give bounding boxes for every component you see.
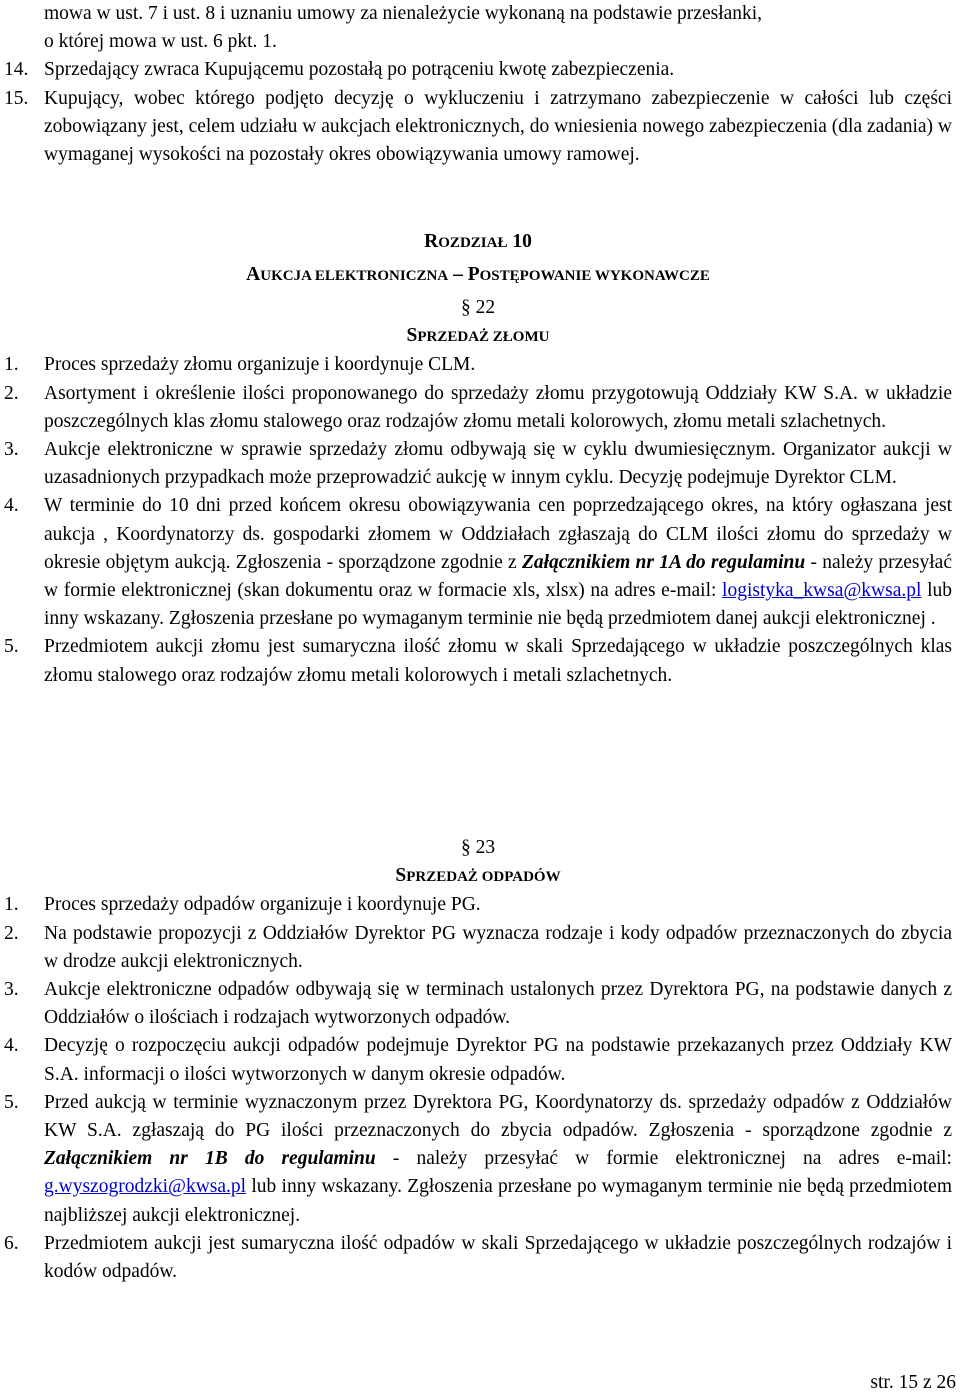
list-item-text: Na podstawie propozycji z Oddziałów Dyrektor PG wyznacza rodzaje i kody odpadów przeznaczonych do zbycia w drodze aukcji elektronicznych. [44, 922, 952, 972]
list-item [0, 976, 956, 1032]
list-item-text: Sprzedający zwraca Kupującemu pozostałą po potrąceniu kwotę zabezpieczenia. [44, 59, 675, 81]
list-item [0, 380, 956, 436]
list-item-text: Asortyment i określenie ilości proponowanego do sprzedaży złomu przygotowują Oddziały KW S.A. w układzie poszczególnych klas złomu stalowego oraz rodzajów złomu metali kolorowych, złomu metali szlachetnych. [44, 382, 952, 432]
list-item-number: 5. [4, 1091, 19, 1113]
list-item [0, 1230, 956, 1286]
attachment-reference: Załącznikiem nr 1A do regulaminu [521, 551, 806, 573]
list-item-text: Przed aukcją w terminie wyznaczonym przez Dyrektora PG, Koordynatorzy ds. sprzedaży odpadów z Oddziałów KW S.A. zgłaszają do PG ilości przeznaczonych do zbycia odpadów. Zgłoszenia - sporządzone zgodnie z [44, 1091, 952, 1142]
list-item-text: Przedmiotem aukcji jest sumaryczna ilość odpadów w skali Sprzedającego w układzie poszczególnych rodzajów i kodów odpadów. [44, 1232, 952, 1283]
list-item-number: 5. [4, 636, 19, 658]
list-item-number: 15. [4, 87, 29, 109]
list-item-text: Aukcje elektroniczne w sprawie sprzedaży złomu odbywają się w cyklu dwumiesięcznym. Organizator aukcji w uzasadnionych przypadkach może przeprowadzić aukcję w innym cyklu. Decyzję podejmuje Dyrektor CLM. [44, 439, 952, 489]
list-item-text: Aukcje elektroniczne odpadów odbywają się w terminach ustalonych przez Dyrektora PG, na podstawie danych z Oddziałów o ilościach i rodzajach wytworzonych odpadów. [44, 979, 952, 1029]
list-item [0, 1089, 956, 1230]
chapter-subtitle: AUKCJA ELEKTRONICZNA – POSTĘPOWANIE WYKONAWCZE [246, 264, 710, 286]
continuation-line-2: o której mowa w ust. 6 pkt. 1. [44, 31, 277, 53]
section-22 [0, 294, 956, 690]
chapter-heading [0, 228, 956, 290]
list-item-text: Przedmiotem aukcji złomu jest sumaryczna ilość złomu w skali Sprzedającego w układzie poszczególnych klas złomu stalowego oraz rodzajów złomu metali kolorowych i metali szlachetnych. [44, 636, 952, 686]
attachment-reference: Załącznikiem nr 1B do regulaminu [44, 1148, 376, 1170]
list-item-number: 3. [4, 979, 19, 1001]
list-item-number: 14. [4, 59, 29, 81]
section-heading: SPRZEDAŻ ZŁOMU [406, 325, 550, 347]
previous-section [0, 0, 956, 169]
list-item-number: 4. [4, 1035, 19, 1057]
list-item [0, 436, 956, 492]
list-item-number: 6. [4, 1232, 19, 1254]
list-item [0, 492, 956, 633]
list-item [0, 891, 956, 919]
list-item-number: 1. [4, 354, 19, 376]
list-item-number: 2. [4, 382, 19, 404]
list-item [0, 920, 956, 976]
list-item-number: 3. [4, 439, 19, 461]
paragraph-number: § 22 [460, 297, 496, 318]
list-item-text: lub inny wskazany. Zgłoszenia przesłane po wymaganym terminie nie będą przedmiotem najbliższej aukcji elektronicznej. [44, 1176, 952, 1226]
paragraph-number: § 23 [460, 837, 496, 858]
list-item-number: 1. [4, 894, 19, 916]
list-item-text: - należy przesyłać w formie elektronicznej (skan dokumentu oraz w formacie xls, xlsx) na adres e-mail: [44, 551, 952, 602]
list-item-text: W terminie do 10 dni przed końcem okresu obowiązywania cen poprzedzającego okres, na który ogłaszana jest aukcja , Koordynatorzy ds. gospodarki złomem w Oddziałach zgłaszają do CLM ilości złomu do sprzedaży w okresie objętym aukcją. Zgłoszenia - sporządzone zgodnie z [44, 495, 952, 573]
section-heading: SPRZEDAŻ ODPADÓW [395, 865, 561, 887]
email-link[interactable]: g.wyszogrodzki@kwsa.pl [44, 1176, 247, 1198]
list-item-number: 2. [4, 922, 19, 944]
list-item-15 [0, 85, 956, 170]
list-item-text: Proces sprzedaży złomu organizuje i koordynuje CLM. [44, 354, 476, 376]
list-item-14 [0, 56, 956, 84]
list-item-text: - należy przesyłać w formie elektronicznej na adres e-mail: [375, 1148, 952, 1170]
list-item-number: 4. [4, 495, 19, 517]
list-item-text: Proces sprzedaży odpadów organizuje i koordynuje PG. [44, 894, 481, 916]
list-item [0, 1032, 956, 1088]
page-number: str. 15 z 26 [870, 1372, 956, 1393]
email-link[interactable]: logistyka_kwsa@kwsa.pl [722, 580, 922, 602]
list-item-text: Decyzję o rozpoczęciu aukcji odpadów podejmuje Dyrektor PG na podstawie przekazanych przez Oddziały KW S.A. informacji o ilości wytworzonych w danym okresie odpadów. [44, 1035, 952, 1085]
list-item [0, 633, 956, 689]
chapter-title: ROZDZIAŁ 10 [424, 231, 532, 252]
continuation-line-1: mowa w ust. 7 i ust. 8 i uznaniu umowy za nienależycie wykonaną na podstawie przesłanki, [44, 3, 763, 24]
list-item-text: Kupujący, wobec którego podjęto decyzję o wykluczeniu i zatrzymano zabezpieczenie w całości lub części zobowiązany jest, celem udziału w aukcjach elektronicznych, do wniesienia nowego zabezpieczenia (dla zadania) w wymaganej wysokości na pozostały okres obowiązywania umowy ramowej. [44, 87, 952, 166]
section-23 [0, 834, 956, 1286]
list-item [0, 351, 956, 379]
list-item-text: lub inny wskazany. Zgłoszenia przesłane po wymaganym terminie nie będą przedmiotem danej aukcji elektronicznej . [44, 580, 952, 630]
